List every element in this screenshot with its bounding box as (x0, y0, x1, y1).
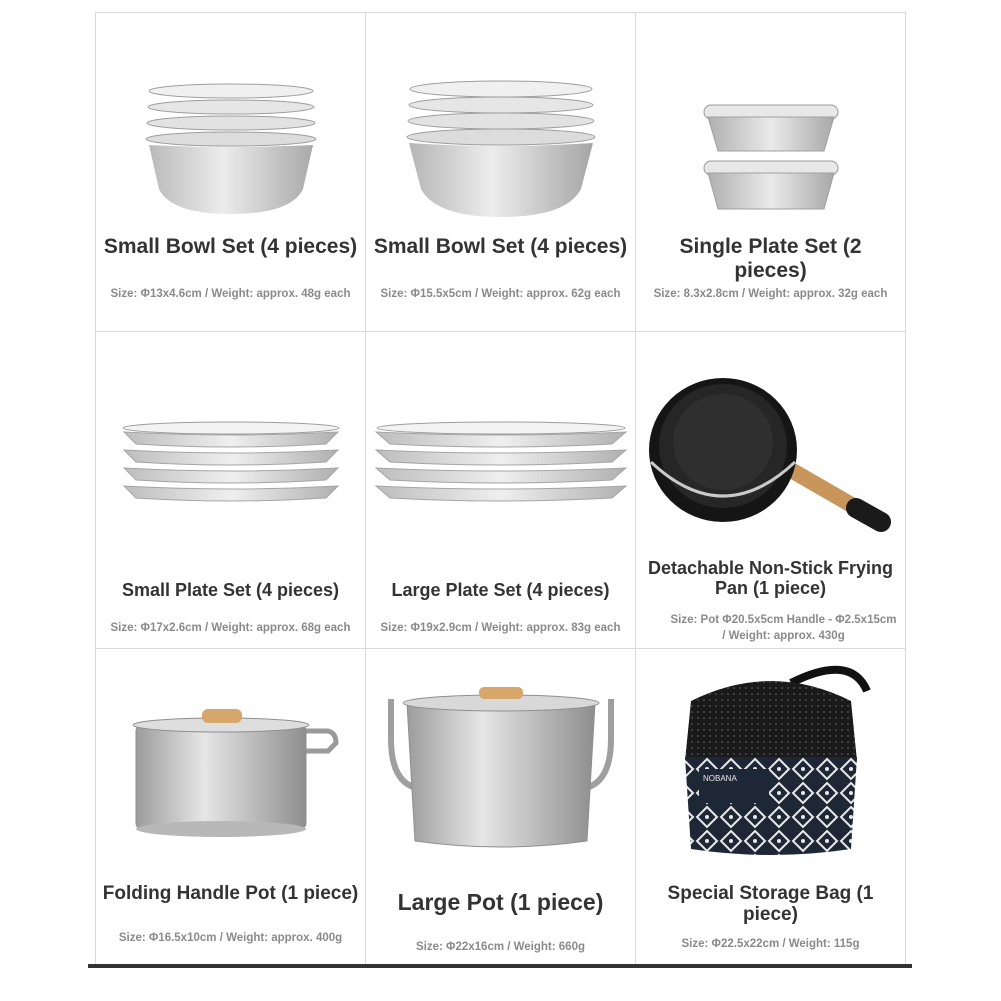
product-spec: Size: Φ22.5x22cm / Weight: 115g (681, 938, 860, 950)
product-card-small-bowl-13 (96, 13, 366, 332)
plate-stack-icon (96, 416, 365, 506)
product-card-large-pot (366, 649, 636, 966)
product-spec: Size: Pot Φ20.5x5cm Handle - Φ2.5x15cm / Weight: approx. 430g (670, 614, 897, 642)
rect-dish-icon (636, 99, 905, 219)
product-title: Detachable Non-Stick Frying Pan (1 piece) (647, 558, 894, 599)
product-title: Small Bowl Set (4 pieces) (373, 235, 628, 258)
storage-bag-icon (636, 661, 905, 876)
bowl-stack-icon (366, 79, 635, 229)
product-title: Small Plate Set (4 pieces) (121, 580, 340, 600)
folding-pot-icon (96, 695, 365, 845)
plate-stack-icon (366, 416, 635, 506)
product-card-storage-bag (636, 649, 906, 966)
bottom-divider (88, 964, 912, 968)
product-card-large-plate (366, 332, 636, 649)
product-spec: Size: Φ17x2.6cm / Weight: approx. 68g each (110, 622, 351, 634)
product-spec: Size: Φ15.5x5cm / Weight: approx. 62g each (380, 288, 621, 300)
frying-pan-icon (636, 370, 905, 545)
product-card-small-plate (96, 332, 366, 649)
product-spec: Size: 8.3x2.8cm / Weight: approx. 32g each (653, 288, 888, 300)
product-spec: Size: Φ13x4.6cm / Weight: approx. 48g each (110, 288, 351, 300)
product-grid (95, 12, 906, 966)
large-pot-icon (366, 681, 635, 856)
product-title: Single Plate Set (2 pieces) (679, 235, 862, 282)
product-title: Special Storage Bag (1 piece) (667, 883, 874, 926)
product-card-frying-pan (636, 332, 906, 649)
product-title: Small Bowl Set (4 pieces) (103, 235, 358, 258)
product-spec: Size: Φ22x16cm / Weight: 660g (415, 941, 585, 953)
product-card-single-plate (636, 13, 906, 332)
product-title: Large Pot (1 piece) (397, 889, 604, 915)
product-card-small-bowl-15 (366, 13, 636, 332)
bag-brand-label: NOBANA (702, 774, 737, 783)
product-spec: Size: Φ19x2.9cm / Weight: approx. 83g each (380, 622, 621, 634)
product-title: Folding Handle Pot (1 piece) (102, 883, 359, 904)
product-spec: Size: Φ16.5x10cm / Weight: approx. 400g (118, 932, 343, 944)
product-card-folding-pot (96, 649, 366, 966)
bowl-stack-icon (96, 79, 365, 229)
product-title: Large Plate Set (4 pieces) (391, 580, 610, 600)
